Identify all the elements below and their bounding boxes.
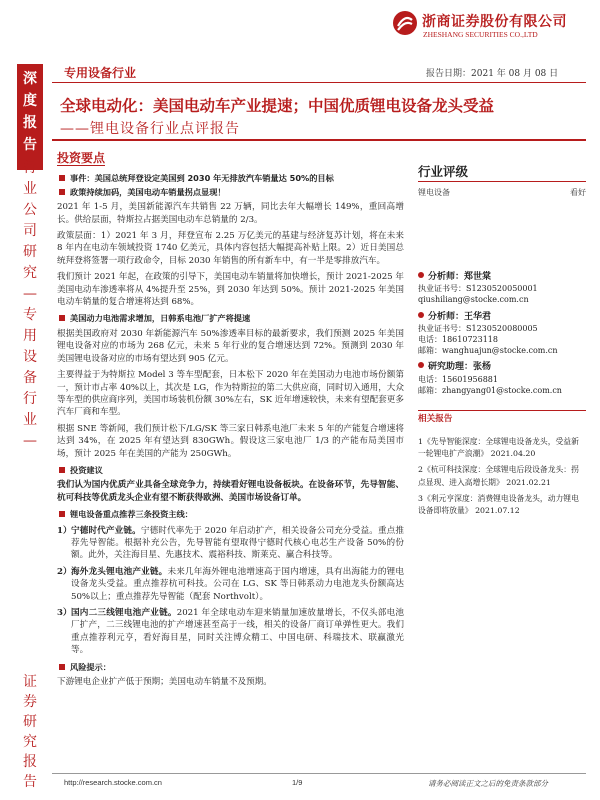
report-date: 报告日期：2021 年 08 月 08 日 [426, 69, 559, 79]
main-content [57, 150, 404, 692]
sidebar-category: 行 业 公 司 研 究 — 专 用 设 备 行 业 — [23, 160, 37, 449]
analyst-name: 分析师：王华君 [418, 312, 586, 323]
footer-disclaimer: 请务必阅读正文之后的免责条款部分 [428, 779, 548, 788]
analyst-phone: 电话：18610723118 [418, 335, 498, 345]
divider [52, 82, 586, 83]
analyst-phone: 电话：15601956881 [418, 374, 498, 384]
analyst-name: 分析师：郑世棠 [418, 272, 586, 283]
divider [418, 410, 586, 411]
company-name-en: ZHESHANG SECURITIES CO.,LTD [423, 30, 538, 39]
related-report-link[interactable]: 1《先导智能深度：全球锂电设备龙头，受益新一轮锂电扩产浪潮》 2021.04.20 [418, 437, 579, 459]
company-logo-icon [392, 10, 418, 36]
sidebar-footer-label: 证 券 研 究 报 告 [23, 674, 37, 790]
report-title: 全球电动化：美国电动车产业提速；中国优质锂电设备龙头受益 [60, 96, 495, 115]
bullet-invest: 投资建议 [57, 464, 404, 476]
related-reports-title: 相关报告 [418, 414, 453, 424]
industry-label: 专用设备行业 [64, 66, 137, 80]
footer-divider [52, 773, 586, 774]
paragraph: 我们预计 2021 年起，在政策的引导下，美国电动车销量将加快增长，预计 2021-2025 年美国电动车渗透率将从 4%提升至 25%，到 2030 年达到 50%。预计 2021-2025 年美国电动车销量的复合增速将达到 68%。 [57, 272, 404, 308]
bullet-risk: 风险提示： [57, 661, 404, 673]
paragraph: 下游锂电企业扩产低于预期；美国电动车销量不及预期。 [57, 677, 272, 688]
bullet-policy: 政策持续加码，美国电动车销量拐点显现！ [57, 186, 404, 198]
section-title: 投资要点 [57, 151, 106, 165]
company-name-cn: 浙商证券股份有限公司 [422, 14, 567, 30]
rating-value: 看好 [570, 188, 586, 197]
related-report-link[interactable]: 3《利元亨深度：消费锂电设备龙头，动力锂电设备即将放量》 2021.07.12 [418, 493, 579, 516]
list-item: 2） 海外龙头锂电池产业链。未来几年海外锂电池增速高于国内增速，具有出海能力的锂电设备龙头受益。重点推荐杭可科技。公司在 LG、SK 等日韩系动力电池龙头份额高达 50%以上；重点推荐先导智能（配套 Northvolt）。 [57, 566, 404, 602]
rating-sector: 锂电设备 [418, 188, 450, 197]
page-number: 1/9 [292, 778, 303, 787]
bullet-battery: 美国动力电池需求增加，日韩系电池厂扩产将提速 [57, 312, 404, 324]
bullet-recommend: 锂电设备重点推荐三条投资主线： [57, 508, 404, 520]
analyst-cert: 执业证书号：S1230520080005 [418, 323, 538, 333]
divider [52, 139, 586, 141]
analyst-email[interactable]: qiushiliang@stocke.com.cn [418, 295, 529, 305]
sidebar-report-type: 深 度 报 告 [17, 64, 43, 170]
paragraph: 根据 SNE 等新闻，我们预计松下/LG/SK 等三家日韩系电池厂未来 5 年的产能复合增速将达到 34%，在 2025 年有望达到 830GWh。假设这三家电池厂 1/3 的产能布局美国市场，预计 2025 年在美国的产能为 250GWh。 [57, 423, 404, 459]
related-reports [418, 436, 586, 521]
paragraph: 根据美国政府对 2030 年新能源汽车 50%渗透率目标的最新要求，我们预测 2025 年美国锂电设备对应的市场为 268 亿元，未来 5 年行业的复合增速达到 72%。预测到 2030 年美国锂电设备对应的市场有望达到 905 亿元。 [57, 328, 404, 364]
paragraph: 我们认为国内优质产业具备全球竞争力，持续看好锂电设备板块。在设备环节，先导智能、杭可科技等优质龙头企业有望不断获得欧洲、美国市场设备订单。 [57, 480, 404, 503]
paragraph: 政策层面：1）2021 年 3 月，拜登宣布 2.25 万亿美元的基建与经济复苏计划，将在未来 8 年内在电动车领域投资 1740 亿美元，具体内容包括大幅提高补贴上限。2）近日美国总统拜登将签署一项行政命令，目标 2030 年销售的所有新车中，有一半是零排放汽车。 [57, 231, 404, 266]
rating-row [418, 187, 586, 198]
analyst-cert: 执业证书号：S1230520050001 [418, 284, 538, 294]
divider [418, 181, 586, 182]
analyst-list [418, 266, 586, 396]
paragraph: 主要得益于为特斯拉 Model 3 等车型配套，日本松下 2020 年在美国动力电池市场份额第一，预计市占率 40%以上，其次是 LG，作为特斯拉的第二大供应商，同时切入通用，大众等车型的供应商序列，美国市场装机份额 30%左右，SK 近年增速较快，未来有望配套更多汽车厂商和车型。 [57, 370, 404, 418]
related-report-link[interactable]: 2《杭可科技深度：全球锂电后段设备龙头：拐点显现、进入高增长期》 2021.02.21 [418, 465, 579, 487]
person-icon [418, 362, 424, 368]
analyst-email[interactable]: 邮箱：zhangyang01@stocke.com.cn [418, 385, 562, 395]
analyst-name: 研究助理：张杨 [418, 362, 586, 373]
list-item: 1） 宁德时代产业链。宁德时代率先于 2020 年启动扩产，相关设备公司充分受益。重点推荐先导智能。根据补充公告，先导智能有望取得宁德时代核心电芯生产设备 50%的份额。此外，关注海目星、先惠技术、震裕科技、斯莱克、赢合科技等。 [57, 525, 404, 561]
bullet-event: 事件：美国总统拜登设定美国到 2030 年无排放汽车销量达 50%的目标 [57, 172, 404, 184]
person-icon [418, 312, 424, 318]
rating-title: 行业评级 [418, 164, 469, 179]
paragraph: 2021 年 1-5 月，美国新能源汽车共销售 22 万辆，同比去年大幅增长 149%，重回高增长。供给层面，特斯拉占据美国电动车总销量的 2/3。 [57, 202, 404, 225]
person-icon [418, 272, 424, 278]
analyst-email[interactable]: 邮箱：wanghuajun@stocke.com.cn [418, 346, 558, 356]
footer-url[interactable]: http://research.stocke.com.cn [64, 778, 162, 787]
report-subtitle: ——锂电设备行业点评报告 [60, 121, 240, 137]
list-item: 3） 国内二三线锂电池产业链。2021 年全球电动车迎来销量加速放量增长，不仅头部电池厂扩产，二三线锂电池的扩产增速甚至高于一线，相关的设备厂商订单弹性更大。我们重点推荐利元亨，看好海目星，同时关注博众精工、中国电研、科瑞技术、联赢激光等。 [57, 608, 404, 656]
